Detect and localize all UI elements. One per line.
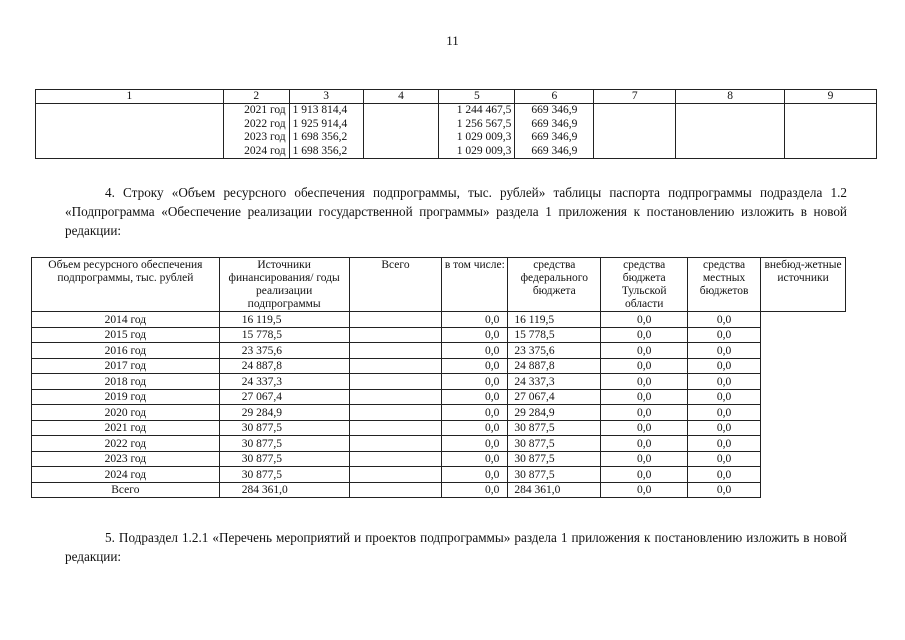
including-cell [349, 343, 442, 359]
other-cell: 0,0 [688, 358, 761, 374]
including-cell [349, 420, 442, 436]
value: 669 346,9 [531, 104, 578, 116]
other-cell: 0,0 [688, 420, 761, 436]
regional-cell: 23 375,6 [508, 343, 601, 359]
total-cell: 30 877,5 [219, 436, 349, 452]
regional-cell: 30 877,5 [508, 436, 601, 452]
other-cell: 0,0 [688, 482, 761, 498]
year-cell: 2021 год [32, 420, 220, 436]
federal-cell: 0,0 [442, 343, 508, 359]
regional-cell: 30 877,5 [508, 420, 601, 436]
year-cell: 2014 год [32, 312, 220, 328]
year: 2021 год [244, 104, 286, 116]
header-total: Всего [349, 258, 442, 312]
total-cell: 23 375,6 [219, 343, 349, 359]
total-cell: 30 877,5 [219, 420, 349, 436]
year-cell: 2024 год [32, 467, 220, 483]
local-cell: 0,0 [601, 358, 688, 374]
local-cell: 0,0 [601, 482, 688, 498]
table-row [32, 374, 846, 390]
federal-cell: 0,0 [442, 312, 508, 328]
regional-cell: 16 119,5 [508, 312, 601, 328]
value: 1 698 356,2 [292, 131, 348, 143]
col6-cell [515, 104, 594, 159]
header-federal: средства федерального бюджета [508, 258, 601, 312]
col-header-2: 2 [223, 90, 289, 104]
total-cell: 15 778,5 [219, 327, 349, 343]
paragraph-4 [65, 183, 847, 240]
federal-cell: 0,0 [442, 327, 508, 343]
col-header-3: 3 [289, 90, 363, 104]
other-cell: 0,0 [688, 312, 761, 328]
table-row [32, 343, 846, 359]
total-cell: 27 067,4 [219, 389, 349, 405]
header-local: средства местных бюджетов [688, 258, 761, 312]
year-cell: 2018 год [32, 374, 220, 390]
total-cell: 16 119,5 [219, 312, 349, 328]
header-regional: средства бюджета Тульской области [601, 258, 688, 312]
table-row [32, 436, 846, 452]
value: 1 698 356,2 [292, 144, 348, 157]
year-cell: 2017 год [32, 358, 220, 374]
year-cell: 2022 год [32, 436, 220, 452]
col-header-9: 9 [785, 90, 877, 104]
table-row [36, 104, 877, 159]
col-header-6: 6 [515, 90, 594, 104]
other-cell: 0,0 [688, 405, 761, 421]
other-cell: 0,0 [688, 389, 761, 405]
including-cell [349, 312, 442, 328]
federal-cell: 0,0 [442, 420, 508, 436]
year-cell: 2015 год [32, 327, 220, 343]
paragraph-5-text: 5. Подраздел 1.2.1 «Перечень мероприятий и проектов подпрограммы» раздела 1 приложения к постановлению изложить в новой редакции: [65, 530, 847, 564]
including-cell [349, 405, 442, 421]
table-row [32, 358, 846, 374]
including-cell [349, 374, 442, 390]
total-cell: 29 284,9 [219, 405, 349, 421]
year: 2024 год [244, 144, 286, 157]
federal-cell: 0,0 [442, 467, 508, 483]
value: 1 029 009,3 [456, 131, 512, 143]
year-cell: Всего [32, 482, 220, 498]
local-cell: 0,0 [601, 420, 688, 436]
regional-cell: 27 067,4 [508, 389, 601, 405]
including-cell [349, 389, 442, 405]
local-cell: 0,0 [601, 389, 688, 405]
local-cell: 0,0 [601, 467, 688, 483]
total-cell: 24 887,8 [219, 358, 349, 374]
total-cell: 24 337,3 [219, 374, 349, 390]
col5-cell [439, 104, 515, 159]
federal-cell: 0,0 [442, 451, 508, 467]
including-cell [349, 451, 442, 467]
including-cell [349, 327, 442, 343]
value: 669 346,9 [531, 117, 578, 130]
total-cell: 30 877,5 [219, 451, 349, 467]
federal-cell: 0,0 [442, 389, 508, 405]
federal-cell: 0,0 [442, 358, 508, 374]
federal-cell: 0,0 [442, 482, 508, 498]
regional-cell: 15 778,5 [508, 327, 601, 343]
including-cell [349, 358, 442, 374]
col-header-7: 7 [594, 90, 676, 104]
regional-cell: 30 877,5 [508, 467, 601, 483]
local-cell: 0,0 [601, 312, 688, 328]
years-cell [223, 104, 289, 159]
value: 1 913 814,4 [292, 104, 348, 116]
regional-cell: 30 877,5 [508, 451, 601, 467]
regional-cell: 284 361,0 [508, 482, 601, 498]
total-cell: 284 361,0 [219, 482, 349, 498]
cell-empty [676, 104, 785, 159]
local-cell: 0,0 [601, 405, 688, 421]
federal-cell: 0,0 [442, 405, 508, 421]
header-sources: Источники финансирования/ годы реализации подпрограммы [219, 258, 349, 312]
cell-empty [363, 104, 439, 159]
table-row [32, 467, 846, 483]
local-cell: 0,0 [601, 343, 688, 359]
continued-table [35, 89, 877, 159]
year-cell: 2019 год [32, 389, 220, 405]
value: 1 244 467,5 [456, 104, 512, 116]
other-cell: 0,0 [688, 467, 761, 483]
table-row [32, 389, 846, 405]
cell-empty [594, 104, 676, 159]
local-cell: 0,0 [601, 451, 688, 467]
cell-empty [36, 104, 224, 159]
local-cell: 0,0 [601, 436, 688, 452]
resource-label: Объем ресурсного обеспечения подпрограммы, тыс. рублей [32, 258, 220, 312]
federal-cell: 0,0 [442, 436, 508, 452]
table-row [32, 312, 846, 328]
including-cell [349, 436, 442, 452]
col-header-8: 8 [676, 90, 785, 104]
local-cell: 0,0 [601, 327, 688, 343]
table-row [32, 451, 846, 467]
table-header-row [36, 90, 877, 104]
other-cell: 0,0 [688, 436, 761, 452]
year-cell: 2016 год [32, 343, 220, 359]
total-cell: 30 877,5 [219, 467, 349, 483]
paragraph-4-text: 4. Строку «Объем ресурсного обеспечения подпрограммы, тыс. рублей» таблицы паспорта подпрограммы подраздела 1.2 «Подпрограмма «Обеспечение реализации государственной программы» раздела 1 приложения к постановлению изложить в новой редакции: [65, 185, 847, 238]
value: 1 256 567,5 [456, 117, 512, 130]
col-header-5: 5 [439, 90, 515, 104]
value: 1 029 009,3 [456, 144, 512, 157]
table-row [32, 482, 846, 498]
col3-cell [289, 104, 363, 159]
other-cell: 0,0 [688, 451, 761, 467]
value: 669 346,9 [531, 144, 578, 157]
other-cell: 0,0 [688, 327, 761, 343]
cell-empty [785, 104, 877, 159]
table-header-row [32, 258, 846, 312]
local-cell: 0,0 [601, 374, 688, 390]
value: 1 925 914,4 [292, 117, 348, 130]
including-cell [349, 482, 442, 498]
federal-cell: 0,0 [442, 374, 508, 390]
year: 2023 год [244, 131, 286, 143]
paragraph-5 [65, 528, 847, 566]
page-number: 11 [446, 33, 459, 48]
year: 2022 год [244, 117, 286, 130]
value: 669 346,9 [531, 131, 578, 143]
header-other: внебюд-жетные источники [761, 258, 846, 312]
regional-cell: 24 887,8 [508, 358, 601, 374]
regional-cell: 29 284,9 [508, 405, 601, 421]
table-row [32, 327, 846, 343]
including-cell [349, 467, 442, 483]
other-cell: 0,0 [688, 374, 761, 390]
regional-cell: 24 337,3 [508, 374, 601, 390]
col-header-4: 4 [363, 90, 439, 104]
table-row [32, 405, 846, 421]
resource-table [31, 257, 846, 498]
other-cell: 0,0 [688, 343, 761, 359]
col-header-1: 1 [36, 90, 224, 104]
header-including: в том числе: [442, 258, 508, 312]
table-row [32, 420, 846, 436]
year-cell: 2020 год [32, 405, 220, 421]
year-cell: 2023 год [32, 451, 220, 467]
